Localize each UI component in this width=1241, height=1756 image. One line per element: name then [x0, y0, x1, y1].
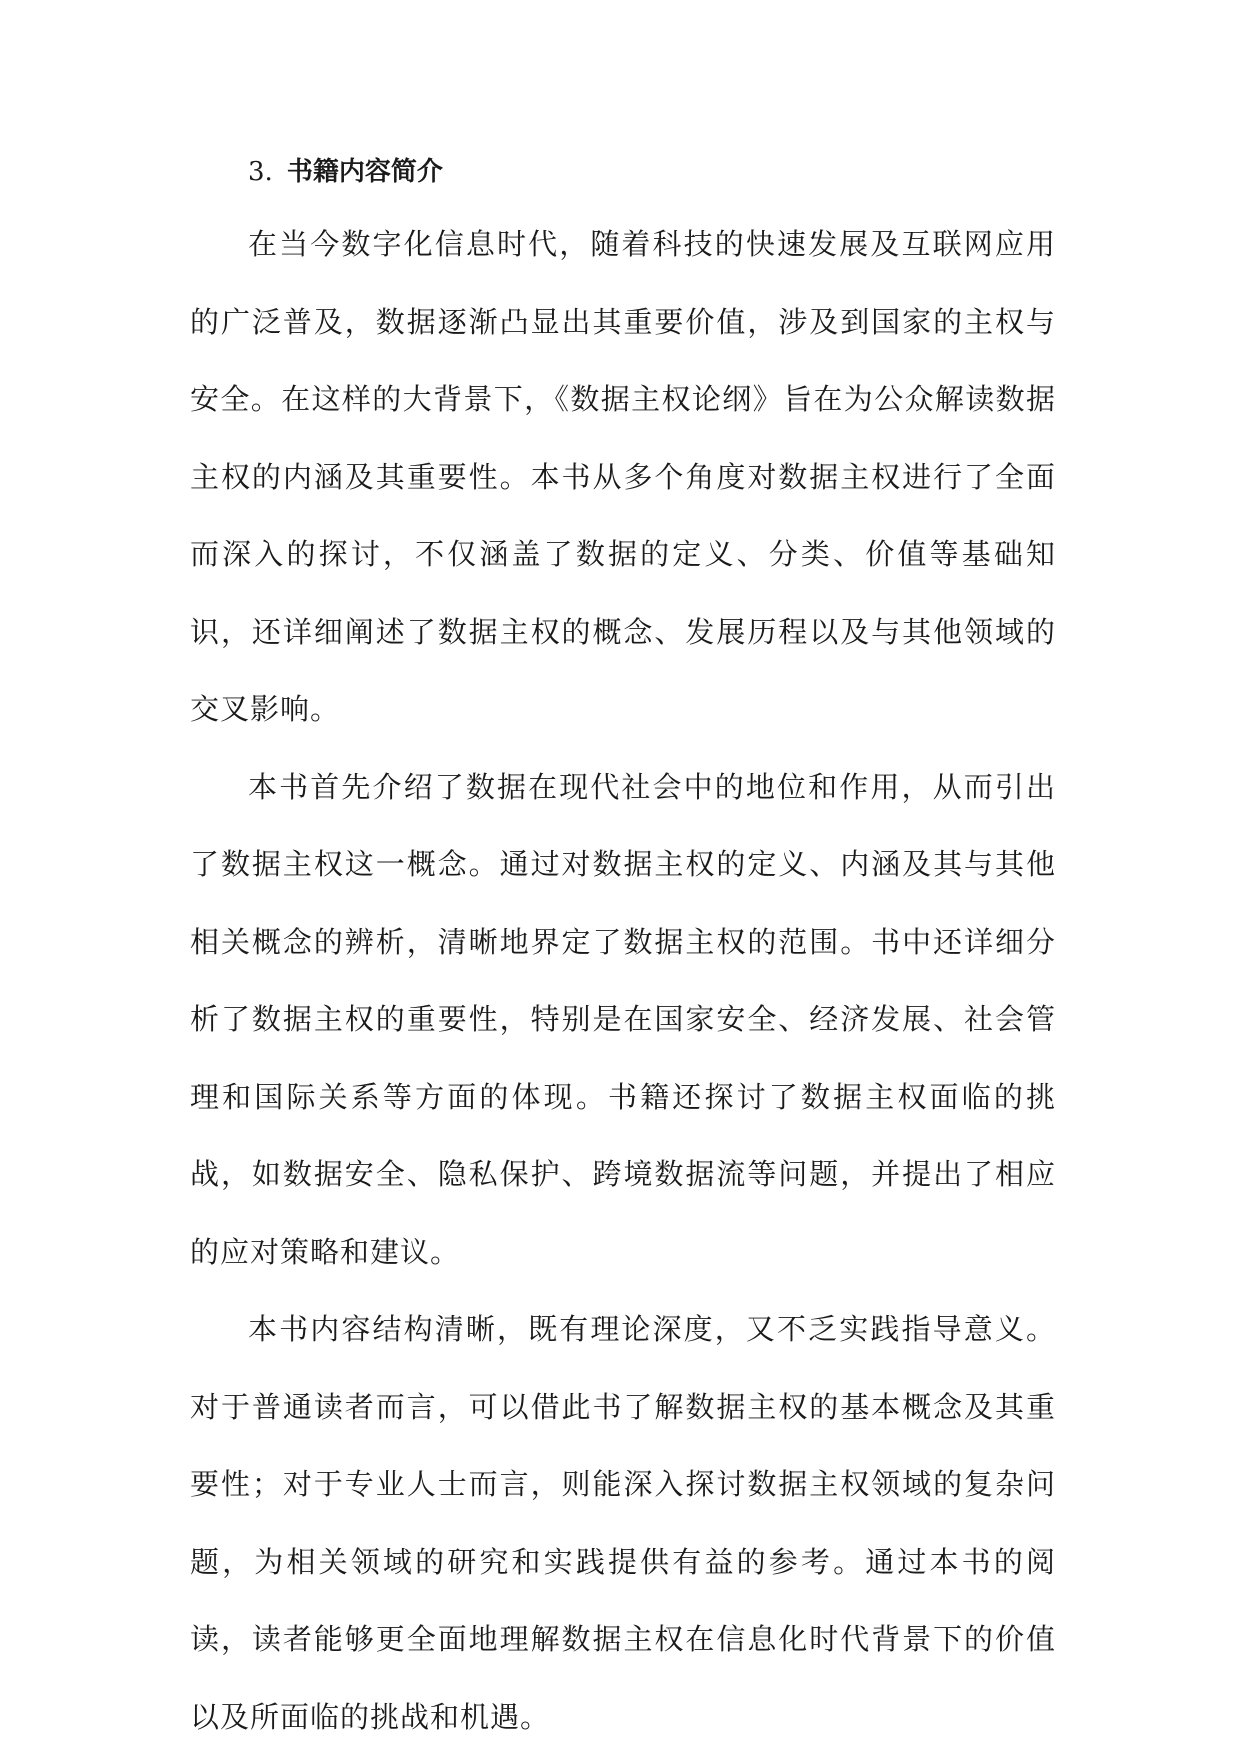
- paragraph-intro: 在当今数字化信息时代，随着科技的快速发展及互联网应用的广泛普及，数据逐渐凸显出其重要价值，涉及到国家的主权与安全。在这样的大背景下，《数据主权论纲》旨在为公众解读数据主权的内涵及其重要性。本书从多个角度对数据主权进行了全面而深入的探讨，不仅涵盖了数据的定义、分类、价值等基础知识，还详细阐述了数据主权的概念、发展历程以及与其他领域的交叉影响。: [190, 227, 1056, 726]
- section-heading: [248, 152, 443, 192]
- section-number: 3.: [248, 157, 273, 187]
- section-body: [190, 206, 1056, 1756]
- paragraph-conclusion: 本书内容结构清晰，既有理论深度，又不乏实践指导意义。对于普通读者而言，可以借此书了解数据主权的基本概念及其重要性；对于专业人士而言，则能深入探讨数据主权领域的复杂问题，为相关领域的研究和实践提供有益的参考。通过本书的阅读，读者能够更全面地理解数据主权在信息化时代背景下的价值以及所面临的挑战和机遇。: [190, 1312, 1056, 1734]
- paragraph-content-overview: 本书首先介绍了数据在现代社会中的地位和作用，从而引出了数据主权这一概念。通过对数据主权的定义、内涵及其与其他相关概念的辨析，清晰地界定了数据主权的范围。书中还详细分析了数据主权的重要性，特别是在国家安全、经济发展、社会管理和国际关系等方面的体现。书籍还探讨了数据主权面临的挑战，如数据安全、隐私保护、跨境数据流等问题，并提出了相应的应对策略和建议。: [190, 769, 1056, 1269]
- section-title: 书籍内容简介: [286, 157, 443, 187]
